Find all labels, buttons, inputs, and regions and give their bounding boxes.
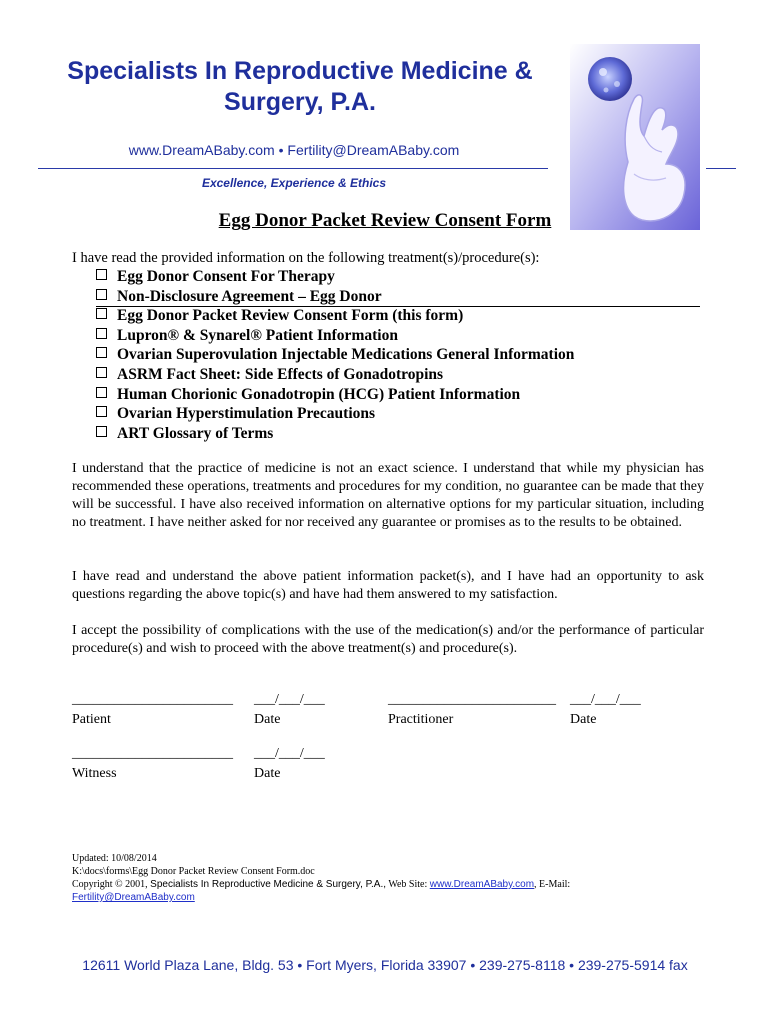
checklist-item: Non-Disclosure Agreement – Egg Donor [96, 287, 574, 307]
copyright-line: Copyright © 2001, Specialists In Reproductive Medicine & Surgery, P.A., Web Site: www.DreamABaby.com, E-Mail: [72, 879, 571, 890]
file-path: K:\docs\forms\Egg Donor Packet Review Consent Form.doc [72, 866, 315, 877]
header-divider-right [706, 168, 736, 169]
checkbox[interactable] [96, 269, 107, 280]
paragraph-acknowledgement: I understand that the practice of medicine is not an exact science. I understand that while my physician has recommended these operations, treatments and procedures for my condition, no guarantee can be made that they will be successful. I have also received information on alternative options for my particular situation, including no treatment. I have neither asked for nor received any guarantee or promises as to the results to be obtained. [72, 461, 704, 530]
practitioner-label: Practitioner [388, 712, 454, 727]
updated-date: Updated: 10/08/2014 [72, 853, 157, 864]
intro-text: I have read the provided information on the following treatment(s)/procedure(s): [72, 250, 540, 266]
checklist-divider [96, 306, 700, 307]
checkbox[interactable] [96, 289, 107, 300]
email-link[interactable]: Fertility@DreamABaby.com [72, 892, 195, 903]
header-divider [38, 168, 548, 169]
practitioner-date-label: Date [570, 712, 597, 727]
patient-label: Patient [72, 712, 111, 727]
checklist-item: Ovarian Superovulation Injectable Medications General Information [96, 345, 574, 365]
checklist-item: Egg Donor Packet Review Consent Form (this form) [96, 306, 574, 326]
contact-line: www.DreamABaby.com • Fertility@DreamABaby.com [128, 142, 460, 158]
checklist-item: Lupron® & Synarel® Patient Information [96, 326, 574, 346]
website-link[interactable]: www.DreamABaby.com [429, 879, 535, 890]
footer-metadata [72, 852, 692, 904]
paragraph-understanding: I have read and understand the above patient information packet(s), and I have had an opportunity to ask questions regarding the above topic(s) and have had them answered to my satisfaction. [72, 569, 704, 602]
checkbox[interactable] [96, 387, 107, 398]
checklist-item: Egg Donor Consent For Therapy [96, 267, 574, 287]
paragraph-acceptance: I accept the possibility of complications with the use of the medication(s) and/or the performance of particular procedure(s) and wish to proceed with the above treatment(s) and procedure(s). [72, 623, 704, 656]
checklist-item: Human Chorionic Gonadotropin (HCG) Patient Information [96, 385, 574, 405]
checklist-item: ART Glossary of Terms [96, 424, 574, 444]
checklist-item: ASRM Fact Sheet: Side Effects of Gonadotropins [96, 365, 574, 385]
witness-signature-line[interactable]: _______________________ [72, 746, 233, 761]
checkbox[interactable] [96, 367, 107, 378]
practitioner-signature-line[interactable]: ________________________ [388, 692, 556, 707]
checkbox[interactable] [96, 426, 107, 437]
document-checklist [96, 267, 574, 443]
practitioner-date-line[interactable]: ___/___/___ [570, 692, 641, 707]
tagline: Excellence, Experience & Ethics [201, 176, 387, 190]
patient-signature-line[interactable]: _______________________ [72, 692, 233, 707]
baby-hand-reaching-logo-icon [570, 44, 700, 230]
checklist-item: Ovarian Hyperstimulation Precautions [96, 404, 574, 424]
checkbox[interactable] [96, 347, 107, 358]
witness-label: Witness [72, 766, 117, 781]
checkbox[interactable] [96, 406, 107, 417]
witness-date-line[interactable]: ___/___/___ [254, 746, 325, 761]
patient-date-label: Date [254, 712, 281, 727]
patient-date-line[interactable]: ___/___/___ [254, 692, 325, 707]
witness-date-label: Date [254, 766, 281, 781]
org-name: Specialists In Reproductive Medicine & Surgery, P.A. [67, 57, 533, 116]
address-line: 12611 World Plaza Lane, Bldg. 53 • Fort Myers, Florida 33907 • 239-275-8118 • 239-275-5914 fax [82, 957, 688, 973]
checkbox[interactable] [96, 328, 107, 339]
form-title: Egg Donor Packet Review Consent Form [218, 210, 552, 231]
checkbox[interactable] [96, 308, 107, 319]
